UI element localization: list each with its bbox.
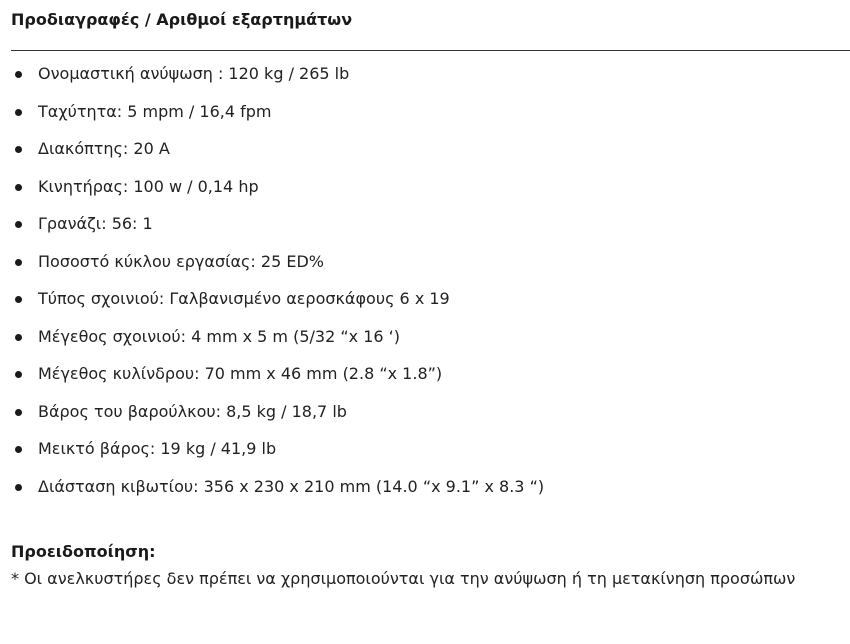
bullet-icon [15, 409, 22, 416]
title-divider [11, 50, 850, 51]
spec-item-winch-weight [0, 398, 544, 436]
warning-text: * Οι ανελκυστήρες δεν πρέπει να χρησιμοποιούνται για την ανύψωση ή τη μετακίνηση προσώπων [11, 569, 796, 588]
bullet-icon [15, 259, 22, 266]
spec-text: Διάσταση κιβωτίου: 356 x 230 x 210 mm (14.0 “x 9.1” x 8.3 “) [38, 476, 545, 496]
spec-text: Γρανάζι: 56: 1 [38, 214, 153, 233]
spec-list [0, 60, 544, 510]
spec-item-motor [0, 173, 544, 211]
spec-text: Μέγεθος κυλίνδρου: 70 mm x 46 mm (2.8 “x 1.8”) [38, 364, 443, 383]
bullet-icon [15, 146, 22, 153]
spec-text: Ποσοστό κύκλου εργασίας: 25 ED% [38, 251, 324, 271]
spec-item-drum-size [0, 360, 544, 398]
spec-text: Βάρος του βαρούλκου: 8,5 kg / 18,7 lb [38, 401, 347, 421]
specs-title: Προδιαγραφές / Αριθμοί εξαρτημάτων [11, 10, 353, 29]
bullet-icon [15, 484, 22, 491]
bullet-icon [15, 296, 22, 303]
bullet-icon [15, 334, 22, 341]
spec-text: Τύπος σχοινιού: Γαλβανισμένο αεροσκάφους 6 x 19 [38, 289, 450, 308]
spec-item-rope-type [0, 285, 544, 323]
spec-text: Ταχύτητα: 5 mpm / 16,4 fpm [38, 101, 272, 121]
spec-text: Μέγεθος σχοινιού: 4 mm x 5 m (5/32 “x 16 ‘) [38, 326, 400, 346]
spec-item-duty-cycle [0, 248, 544, 286]
bullet-icon [15, 71, 22, 78]
spec-item-speed [0, 98, 544, 136]
bullet-icon [15, 184, 22, 191]
warning-title: Προειδοποίηση: [11, 542, 156, 561]
spec-item-rope-size [0, 323, 544, 361]
bullet-icon [15, 371, 22, 378]
bullet-icon [15, 109, 22, 116]
spec-item-gear [0, 210, 544, 248]
spec-item-box-dimension [0, 473, 544, 511]
bullet-icon [15, 221, 22, 228]
spec-text: Διακόπτης: 20 A [38, 139, 170, 158]
spec-item-gross-weight [0, 435, 544, 473]
spec-item-rated-lift [0, 60, 544, 98]
bullet-icon [15, 446, 22, 453]
spec-text: Κινητήρας: 100 w / 0,14 hp [38, 176, 259, 196]
spec-item-switch [0, 135, 544, 173]
spec-text: Μεικτό βάρος: 19 kg / 41,9 lb [38, 439, 277, 458]
spec-text: Ονομαστική ανύψωση : 120 kg / 265 lb [38, 64, 350, 83]
